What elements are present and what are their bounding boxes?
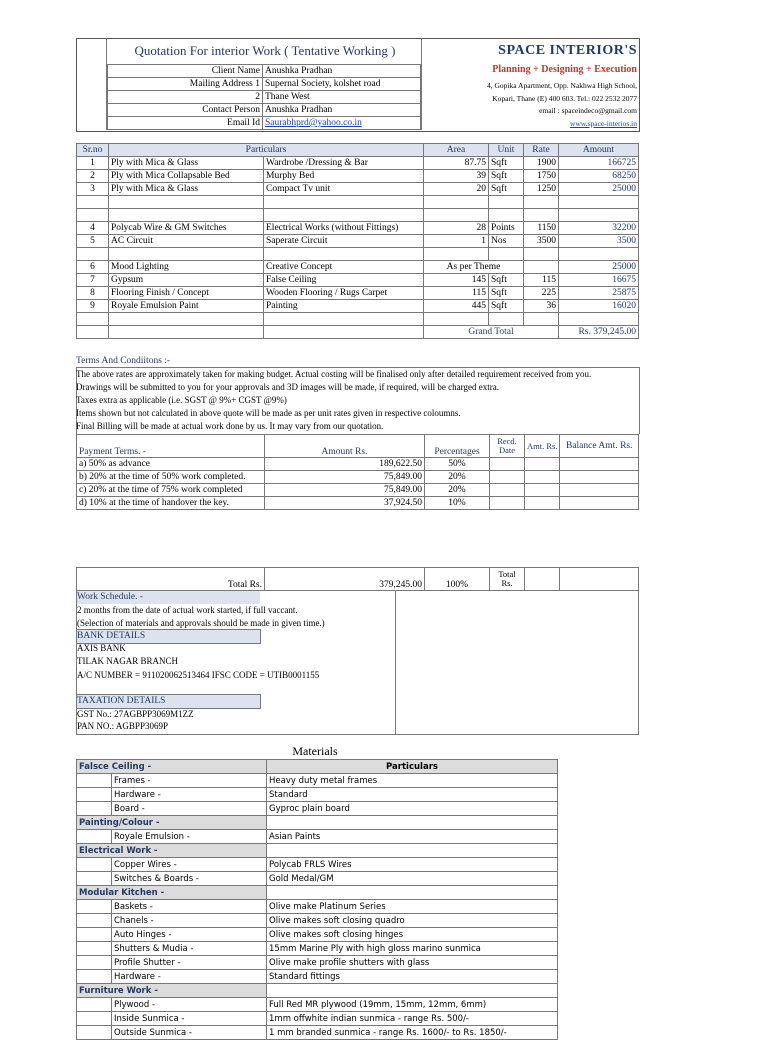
terms-line-1: The above rates are approximately taken for making budget. Actual costing will be finalised only after detailed requirement received from you. <box>76 369 592 379</box>
payment-table <box>76 434 639 510</box>
table-row: a) 50% as advance 189,622.50 50% <box>77 458 639 471</box>
material-row: Copper Wires - Polycab FRLS Wires <box>77 858 558 872</box>
col-unit: Unit <box>489 144 524 157</box>
payment-balance-header: Balance Amt. Rs. <box>560 435 639 458</box>
table-row: 4 Polycab Wire & GM Switches Electrical Works (without Fittings) 28 Points 1150 32200 <box>77 222 639 235</box>
table-row: 1 Ply with Mica & Glass Wardrobe /Dressing & Bar 87.75 Sqft 1900 166725 <box>77 157 639 170</box>
col-amount: Amount <box>559 144 639 157</box>
terms-line-2: Drawings will be submitted to you for your approvals and 3D images will be made, if required, will be charged extra. <box>76 382 499 392</box>
table-row: 9 Royale Emulsion Paint Painting 445 Sqft 36 16020 <box>77 300 639 313</box>
terms-title: Terms And Condiitons :- <box>76 356 171 366</box>
email-label: Email Id <box>108 117 263 130</box>
total-value: 379,245.00 <box>265 568 425 591</box>
items-table <box>76 143 639 339</box>
grand-total-row <box>77 326 639 339</box>
grand-total-label: Grand Total <box>424 326 559 339</box>
total-pct: 100% <box>425 568 490 591</box>
mailing-address-value-2: Thane West <box>263 91 421 104</box>
spacer-row <box>77 196 639 209</box>
grand-total-value: Rs. 379,245.00 <box>559 326 639 339</box>
terms-line-4: Items shown but not calculated in above quote will be made as per unit rates given in respective coloumns. <box>76 408 461 418</box>
company-website-link[interactable]: www.space-interios.in <box>570 119 637 128</box>
schedule-right-box <box>394 590 639 735</box>
total-rs-label: Total Rs. <box>490 568 525 591</box>
spacer-row <box>77 248 639 261</box>
material-row: Auto Hinges - Olive makes soft closing hinges <box>77 928 558 942</box>
totals-table <box>76 567 639 591</box>
mailing-address-label-2: 2 <box>108 91 263 104</box>
material-row: Inside Sunmica - 1mm offwhite indian sunmica - range Rs. 500/- <box>77 1012 558 1026</box>
header-divider <box>421 38 422 130</box>
work-schedule-line-2: (Selection of materials and approvals should be made in given time.) <box>77 618 325 628</box>
table-row: 7 Gypsum False Ceiling 145 Sqft 115 16675 <box>77 274 639 287</box>
bank-details-title: BANK DETAILS <box>77 629 261 644</box>
table-row: 8 Flooring Finish / Concept Wooden Flooring / Rugs Carpet 115 Sqft 225 25875 <box>77 287 639 300</box>
material-row: Profile Shutter - Olive make profile shutters with glass <box>77 956 558 970</box>
materials-title: Materials <box>292 744 338 758</box>
client-email-link[interactable]: Saurabhprd@yahoo.co.in <box>263 117 421 130</box>
material-row: Board - Gyproc plain board <box>77 802 558 816</box>
quotation-title: Quotation For interior Work ( Tentative Working ) <box>134 43 396 58</box>
company-address-1: 4, Gopika Apartment, Opp. Nakhwa High School, <box>487 81 637 90</box>
table-row: c) 20% at the time of 75% work completed 75,849.00 20% <box>77 484 639 497</box>
col-area: Area <box>424 144 489 157</box>
work-schedule-line-1: 2 months from the date of actual work started, if full vaccant. <box>77 605 298 615</box>
materials-particulars-header: Particulars <box>267 760 558 774</box>
material-row: Shutters & Mudia - 15mm Marine Ply with high gloss marino sunmica <box>77 942 558 956</box>
payment-amount-header: Amount Rs. <box>265 435 425 458</box>
materials-table <box>76 759 558 1040</box>
terms-line-5: Final Billing will be made at actual work done by us. It may vary from our quotation. <box>76 421 384 431</box>
material-section: Falsce Ceiling - <box>77 760 267 774</box>
payment-title: Payment Terms. - <box>77 435 265 458</box>
material-section-row: Electrical Work - <box>77 844 558 858</box>
material-row: Frames - Heavy duty metal frames <box>77 774 558 788</box>
taxation-title: TAXATION DETAILS <box>77 694 261 709</box>
spacer-row <box>77 313 639 326</box>
terms-line-3: Taxes extra as applicable (i.e. SGST @ 9%+ CGST @9%) <box>76 395 287 405</box>
table-row: 6 Mood Lighting Creative Concept As per Theme 25000 <box>77 261 639 274</box>
material-section-row: Modular Kitchen - <box>77 886 558 900</box>
client-name-label: Client Name <box>108 65 263 78</box>
contact-person-label: Contact Person <box>108 104 263 117</box>
material-row: Baskets - Olive make Platinum Series <box>77 900 558 914</box>
company-tagline: Planning + Designing + Execution <box>492 64 637 75</box>
table-row: 3 Ply with Mica & Glass Compact Tv unit 20 Sqft 1250 25000 <box>77 183 639 196</box>
total-label: Total Rs. <box>77 568 265 591</box>
material-row: Switches & Boards - Gold Medal/GM <box>77 872 558 886</box>
mailing-address-value: Supernal Society, kolshet road <box>263 78 421 91</box>
spacer-row <box>77 209 639 222</box>
col-rate: Rate <box>524 144 559 157</box>
material-row: Royale Emulsion - Asian Paints <box>77 830 558 844</box>
table-row: 5 AC Circuit Saperate Circuit 1 Nos 3500 3500 <box>77 235 639 248</box>
material-section-row: Painting/Colour - <box>77 816 558 830</box>
payment-pct-header: Percentages <box>425 435 490 458</box>
work-schedule-title: Work Schedule. - <box>77 591 260 604</box>
table-row: 2 Ply with Mica Collapsable Bed Murphy Bed 39 Sqft 1750 68250 <box>77 170 639 183</box>
material-row: Plywood - Full Red MR plywood (19mm, 15mm, 12mm, 6mm) <box>77 998 558 1012</box>
company-name: SPACE INTERIOR'S <box>498 43 637 58</box>
material-row: Hardware - Standard fittings <box>77 970 558 984</box>
material-section-row: Furniture Work - <box>77 984 558 998</box>
company-address-2: Kopari, Thane (E) 400 603. Tel.: 022 2532 2077 <box>492 94 637 103</box>
payment-recd-header: Recd. Date <box>490 435 525 458</box>
col-srno: Sr.no <box>77 144 109 157</box>
company-email: email : spaceindeco@gmail.com <box>539 106 637 115</box>
material-row: Outside Sunmica - 1 mm branded sunmica - range Rs. 1600/- to Rs. 1850/- <box>77 1026 558 1040</box>
table-row: d) 10% at the time of handover the key. 37,924.50 10% <box>77 497 639 510</box>
gst-number: GST No.: 27AGBPP3069M1ZZ <box>77 709 194 719</box>
client-details-table <box>107 64 421 130</box>
table-row: b) 20% at the time of 50% work completed. 75,849.00 20% <box>77 471 639 484</box>
bank-branch: TILAK NAGAR BRANCH <box>77 656 178 666</box>
col-particulars: Particulars <box>109 144 424 157</box>
pan-number: PAN NO.: AGBPP3069P <box>77 721 168 731</box>
mailing-address-label: Mailing Address 1 <box>108 78 263 91</box>
material-row: Chanels - Olive makes soft closing quadro <box>77 914 558 928</box>
payment-amt-header: Amt. Rs. <box>525 435 560 458</box>
material-row: Hardware - Standard <box>77 788 558 802</box>
bank-account: A/C NUMBER = 911020062513464 IFSC CODE = UTIB0001155 <box>77 670 320 680</box>
contact-person-value: Anushka Pradhan <box>263 104 421 117</box>
bank-name: AXIS BANK <box>77 643 126 653</box>
client-name-value: Anushka Pradhan <box>263 65 421 78</box>
